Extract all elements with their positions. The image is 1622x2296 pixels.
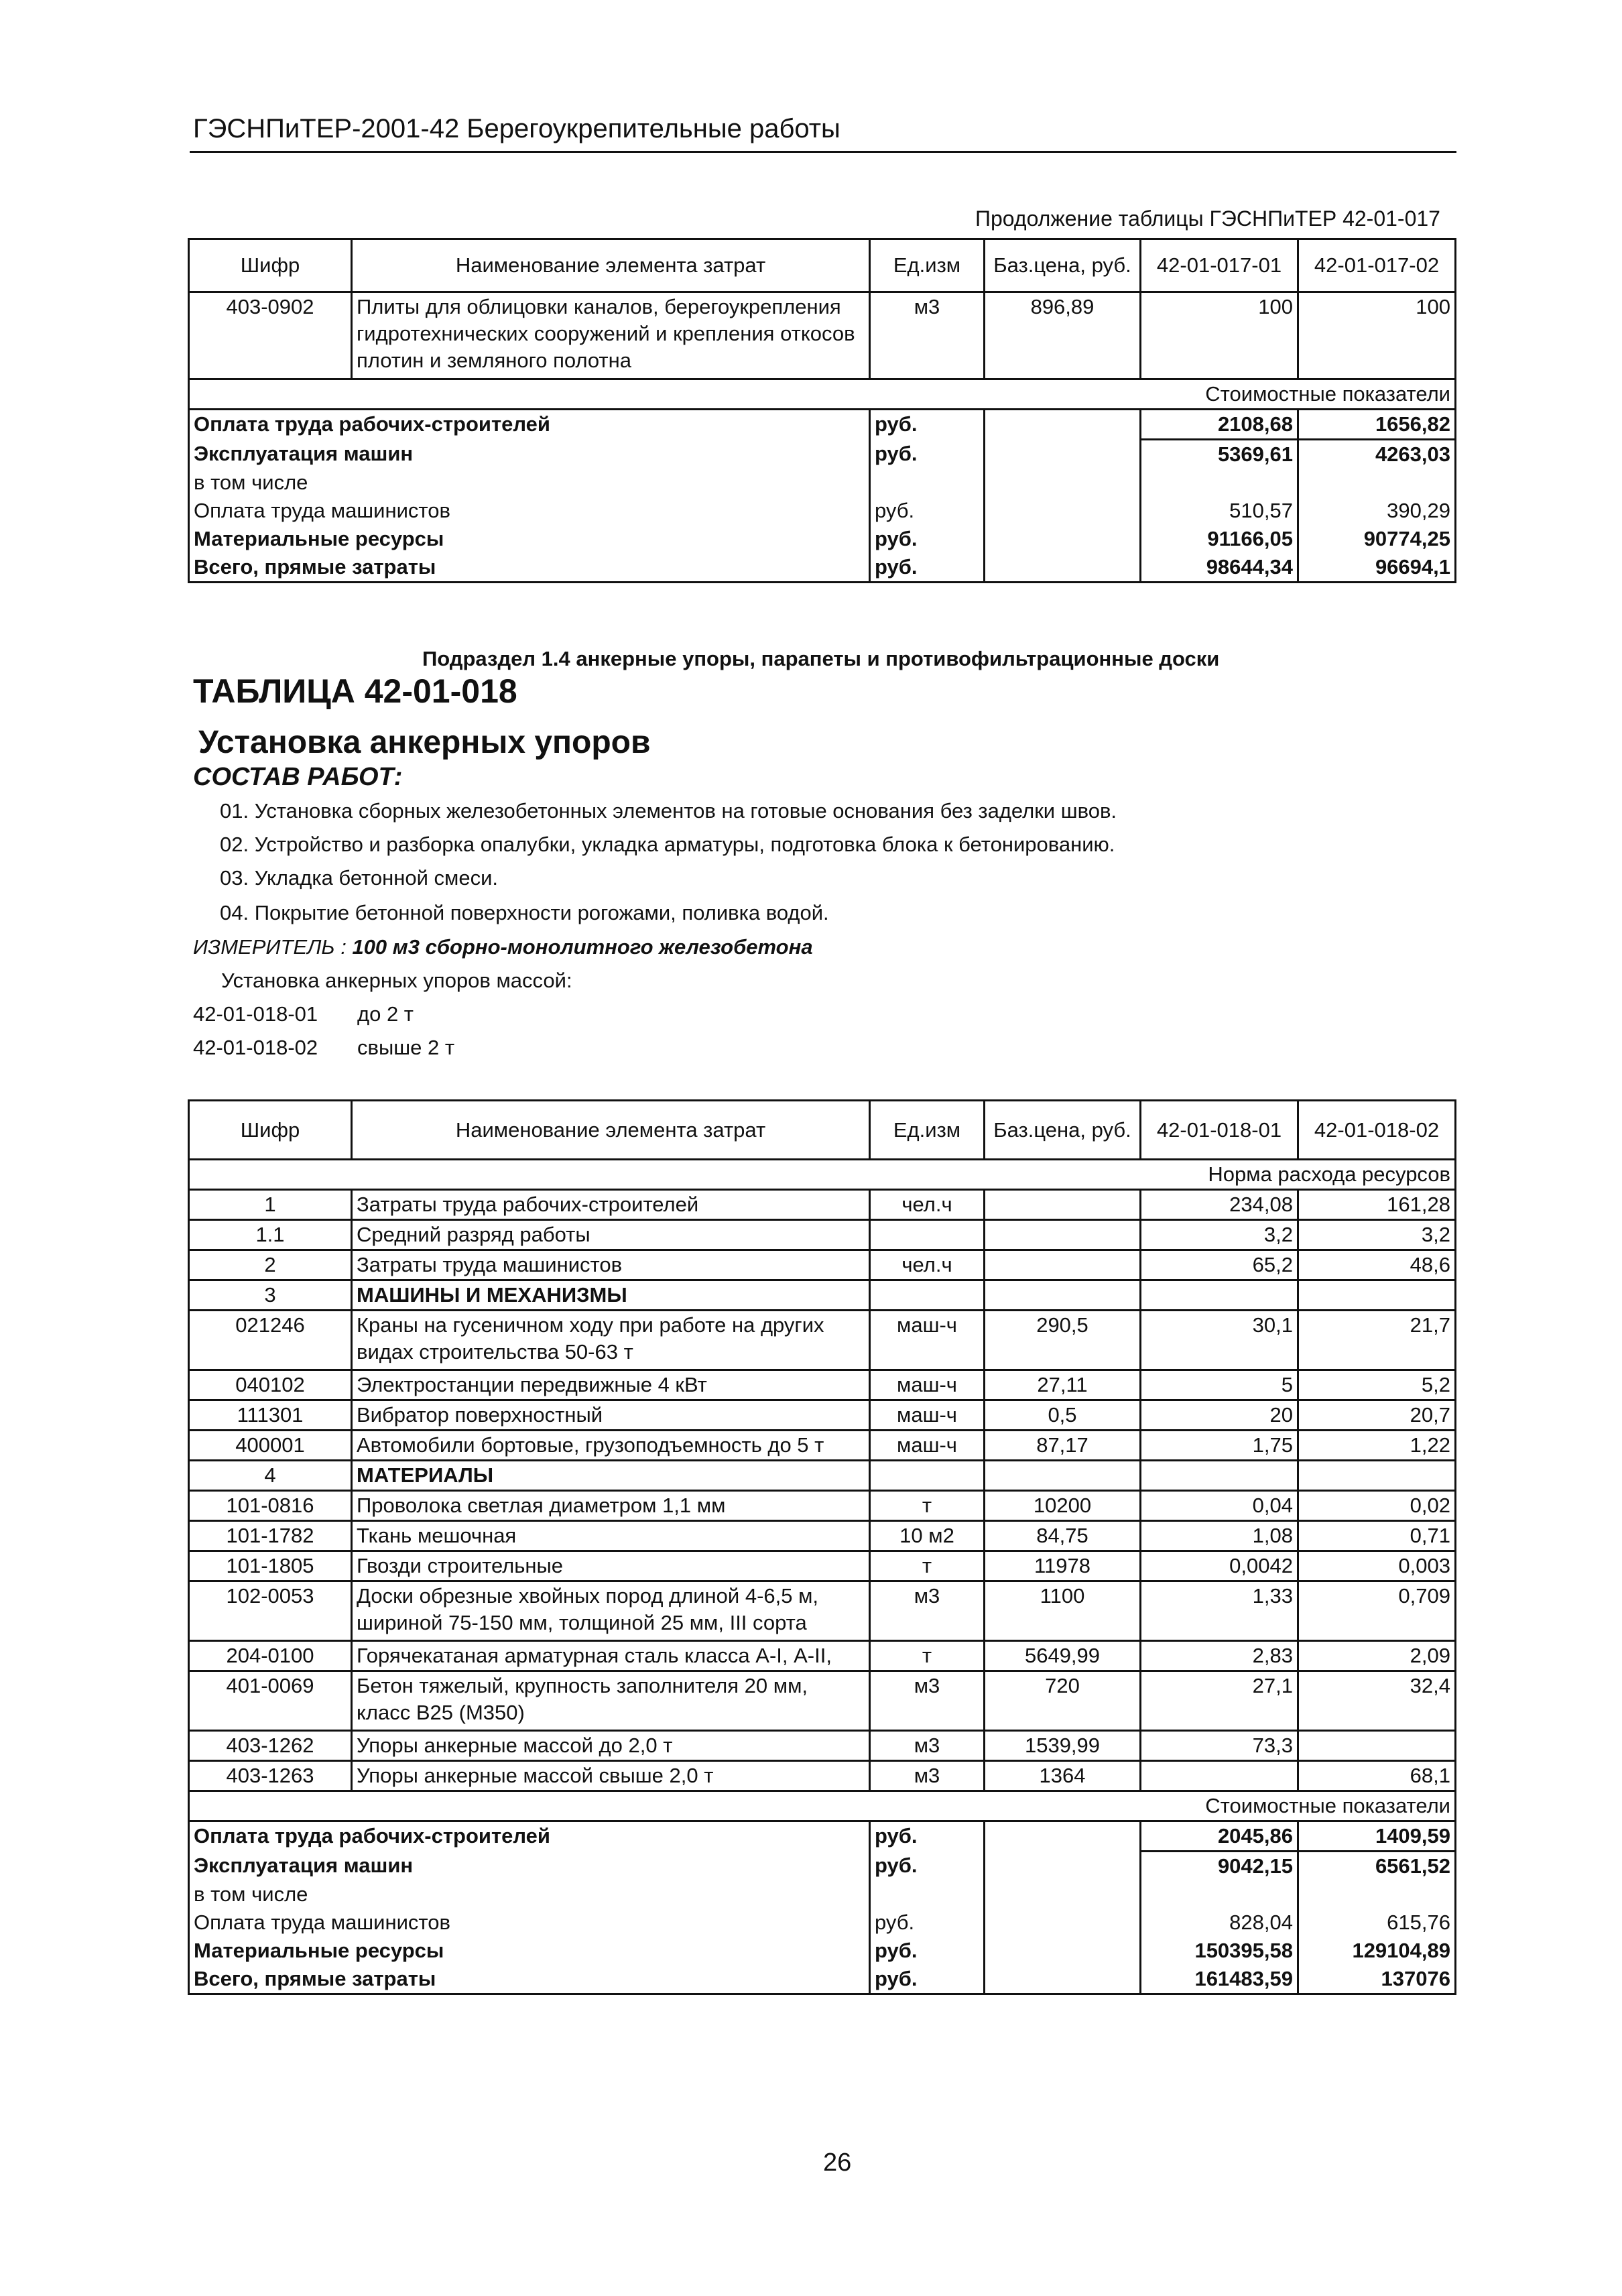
table-42-01-017	[188, 238, 1456, 583]
table-42-01-018	[188, 1099, 1456, 1995]
cost-unit: руб.	[870, 497, 985, 525]
cost-price	[985, 1909, 1141, 1937]
table-row	[189, 553, 1456, 583]
cost-v2: 390,29	[1298, 497, 1456, 525]
cell-name: Упоры анкерные массой до 2,0 т	[352, 1731, 870, 1761]
col-unit: Ед.изм	[870, 1101, 985, 1160]
table-row	[189, 469, 1456, 497]
group-code: 4	[189, 1461, 352, 1491]
meter-label: ИЗМЕРИТЕЛЬ :	[193, 935, 347, 959]
cell-v1: 1,75	[1141, 1431, 1298, 1461]
cell-price: 84,75	[985, 1521, 1141, 1551]
cost-v1: 828,04	[1141, 1909, 1298, 1937]
table-header-row	[189, 1101, 1456, 1160]
cost-unit: руб.	[870, 525, 985, 553]
cost-v2: 137076	[1298, 1965, 1456, 1994]
cost-name: Всего, прямые затраты	[189, 1965, 870, 1994]
cell-unit	[870, 1280, 985, 1311]
cell-v2	[1298, 1280, 1456, 1311]
cell-v2: 2,09	[1298, 1641, 1456, 1671]
cell-price: 10200	[985, 1491, 1141, 1521]
cell-unit: т	[870, 1491, 985, 1521]
cost-v2: 129104,89	[1298, 1937, 1456, 1965]
cost-v1: 150395,58	[1141, 1937, 1298, 1965]
cell-name: Краны на гусеничном ходу при работе на других видах строительства 50-63 т	[352, 1311, 870, 1370]
cell-v2: 0,71	[1298, 1521, 1456, 1551]
cell-v1: 3,2	[1141, 1220, 1298, 1250]
page-number: 26	[823, 2149, 852, 2177]
cell-code: 403-1263	[189, 1761, 352, 1791]
cell-v1: 1,08	[1141, 1521, 1298, 1551]
work-title: Установка анкерных упоров	[198, 725, 651, 760]
cell-code: 204-0100	[189, 1641, 352, 1671]
cell-price: 290,5	[985, 1311, 1141, 1370]
cost-v2: 4263,03	[1298, 440, 1456, 469]
cost-name: Оплата труда рабочих-строителей	[189, 1821, 870, 1852]
cell-unit: чел.ч	[870, 1250, 985, 1280]
cost-name: в том числе	[189, 469, 870, 497]
cell-unit: м3	[870, 1731, 985, 1761]
variant-desc: свыше 2 т	[357, 1036, 455, 1059]
table-row	[189, 1965, 1456, 1994]
table-row	[189, 1581, 1456, 1641]
cell-price: 720	[985, 1671, 1141, 1731]
cell-name: Доски обрезные хвойных пород длиной 4-6,5 м, шириной 75-150 мм, толщиной 25 мм, III сорта	[352, 1581, 870, 1641]
cost-price	[985, 1880, 1141, 1909]
cost-v2: 1409,59	[1298, 1821, 1456, 1852]
table-row	[189, 1761, 1456, 1791]
col-variant-1: 42-01-018-01	[1141, 1101, 1298, 1160]
cell-code: 101-1782	[189, 1521, 352, 1551]
cell-unit: 10 м2	[870, 1521, 985, 1551]
col-code: Шифр	[189, 1101, 352, 1160]
cell-unit	[870, 1461, 985, 1491]
cell-unit: маш-ч	[870, 1400, 985, 1431]
cell-unit: м3	[870, 292, 985, 379]
cell-code: 400001	[189, 1431, 352, 1461]
table-row	[189, 1731, 1456, 1761]
cost-name: Оплата труда рабочих-строителей	[189, 410, 870, 440]
cell-price	[985, 1220, 1141, 1250]
cost-v2: 615,76	[1298, 1909, 1456, 1937]
meter-line	[193, 935, 813, 959]
table-row	[189, 440, 1456, 469]
cost-v2: 1656,82	[1298, 410, 1456, 440]
work-composition-label: СОСТАВ РАБОТ:	[193, 763, 403, 791]
cell-v2: 5,2	[1298, 1370, 1456, 1400]
cell-code: 101-1805	[189, 1551, 352, 1581]
table-row	[189, 1431, 1456, 1461]
cell-v2: 0,02	[1298, 1491, 1456, 1521]
cell-price	[985, 1280, 1141, 1311]
cell-v2: 48,6	[1298, 1250, 1456, 1280]
cell-code: 040102	[189, 1370, 352, 1400]
cell-code: 403-0902	[189, 292, 352, 379]
cell-code: 401-0069	[189, 1671, 352, 1731]
table-row	[189, 1311, 1456, 1370]
table-header-row	[189, 239, 1456, 292]
cell-v2: 1,22	[1298, 1431, 1456, 1461]
cell-v2: 161,28	[1298, 1190, 1456, 1220]
group-name: МАШИНЫ И МЕХАНИЗМЫ	[352, 1280, 870, 1311]
cell-name: Горячекатаная арматурная сталь класса А-I, А-II,	[352, 1641, 870, 1671]
table-row	[189, 1880, 1456, 1909]
cell-v2	[1298, 1731, 1456, 1761]
variants-intro: Установка анкерных упоров массой:	[221, 969, 572, 992]
cell-price	[985, 1250, 1141, 1280]
variant-code: 42-01-018-02	[193, 1036, 318, 1059]
cell-code: 2	[189, 1250, 352, 1280]
cost-unit	[870, 469, 985, 497]
col-variant-2: 42-01-017-02	[1298, 239, 1456, 292]
cost-name: Материальные ресурсы	[189, 525, 870, 553]
cell-code: 021246	[189, 1311, 352, 1370]
section-label: Норма расхода ресурсов	[189, 1160, 1456, 1190]
cell-v1: 30,1	[1141, 1311, 1298, 1370]
cost-v1: 5369,61	[1141, 440, 1298, 469]
cell-unit: м3	[870, 1581, 985, 1641]
cost-name: Материальные ресурсы	[189, 1937, 870, 1965]
cost-v1: 510,57	[1141, 497, 1298, 525]
cost-v1	[1141, 1880, 1298, 1909]
col-variant-2: 42-01-018-02	[1298, 1101, 1456, 1160]
cell-price: 1364	[985, 1761, 1141, 1791]
cost-price	[985, 1852, 1141, 1881]
cell-name: Средний разряд работы	[352, 1220, 870, 1250]
cell-v2: 68,1	[1298, 1761, 1456, 1791]
cell-v1	[1141, 1761, 1298, 1791]
cell-unit: чел.ч	[870, 1190, 985, 1220]
cell-v1: 100	[1141, 292, 1298, 379]
table-row	[189, 1190, 1456, 1220]
table-row	[189, 1671, 1456, 1731]
work-item: 04. Покрытие бетонной поверхности рогожами, поливка водой.	[220, 901, 829, 924]
table-row	[189, 1937, 1456, 1965]
cell-v2: 32,4	[1298, 1671, 1456, 1731]
cell-v1	[1141, 1461, 1298, 1491]
cost-v1	[1141, 469, 1298, 497]
cell-v1: 2,83	[1141, 1641, 1298, 1671]
cost-v1: 98644,34	[1141, 553, 1298, 583]
cell-v1: 0,0042	[1141, 1551, 1298, 1581]
table-row	[189, 292, 1456, 379]
cost-v1: 161483,59	[1141, 1965, 1298, 1994]
cost-unit: руб.	[870, 1821, 985, 1852]
cost-name: в том числе	[189, 1880, 870, 1909]
cell-code: 102-0053	[189, 1581, 352, 1641]
cell-name: Ткань мешочная	[352, 1521, 870, 1551]
cell-name: Автомобили бортовые, грузоподъемность до 5 т	[352, 1431, 870, 1461]
cell-v1: 1,33	[1141, 1581, 1298, 1641]
cell-v2	[1298, 1461, 1456, 1491]
cost-unit: руб.	[870, 1965, 985, 1994]
cost-v2: 6561,52	[1298, 1852, 1456, 1881]
table-row	[189, 1491, 1456, 1521]
header-rule	[190, 151, 1456, 153]
cost-price	[985, 1965, 1141, 1994]
table-row	[189, 1280, 1456, 1311]
table-row	[189, 1791, 1456, 1821]
cell-name: Бетон тяжелый, крупность заполнителя 20 мм, класс В25 (М350)	[352, 1671, 870, 1731]
table-row	[189, 1852, 1456, 1881]
variant-line	[193, 1002, 414, 1026]
section-label: Стоимостные показатели	[189, 1791, 1456, 1821]
cell-price: 11978	[985, 1551, 1141, 1581]
running-header: ГЭСНПиТЕР-2001-42 Берегоукрепительные работы	[193, 114, 840, 143]
cell-code: 111301	[189, 1400, 352, 1431]
cell-code: 101-0816	[189, 1491, 352, 1521]
table-row	[189, 1461, 1456, 1491]
table-row	[189, 410, 1456, 440]
col-code: Шифр	[189, 239, 352, 292]
table-row	[189, 1821, 1456, 1852]
cell-name: Упоры анкерные массой свыше 2,0 т	[352, 1761, 870, 1791]
cost-v1: 2045,86	[1141, 1821, 1298, 1852]
cell-v2: 21,7	[1298, 1311, 1456, 1370]
cell-v2: 0,709	[1298, 1581, 1456, 1641]
work-item: 01. Установка сборных железобетонных элементов на готовые основания без заделки швов.	[220, 799, 1117, 823]
cell-v2: 3,2	[1298, 1220, 1456, 1250]
col-name: Наименование элемента затрат	[352, 239, 870, 292]
cell-name: Затраты труда рабочих-строителей	[352, 1190, 870, 1220]
cell-v1: 5	[1141, 1370, 1298, 1400]
table-row	[189, 1551, 1456, 1581]
section-label: Стоимостные показатели	[189, 379, 1456, 410]
table-row	[189, 1370, 1456, 1400]
cell-price: 1539,99	[985, 1731, 1141, 1761]
cost-price	[985, 497, 1141, 525]
cost-unit: руб.	[870, 1852, 985, 1881]
col-variant-1: 42-01-017-01	[1141, 239, 1298, 292]
table-row	[189, 525, 1456, 553]
cost-price	[985, 440, 1141, 469]
cell-v1: 234,08	[1141, 1190, 1298, 1220]
cell-unit: т	[870, 1551, 985, 1581]
cost-price	[985, 553, 1141, 583]
cell-unit: маш-ч	[870, 1311, 985, 1370]
group-name: МАТЕРИАЛЫ	[352, 1461, 870, 1491]
cell-v2: 20,7	[1298, 1400, 1456, 1431]
cell-unit: м3	[870, 1761, 985, 1791]
cell-v1: 0,04	[1141, 1491, 1298, 1521]
cost-v2	[1298, 1880, 1456, 1909]
cell-unit	[870, 1220, 985, 1250]
variant-code: 42-01-018-01	[193, 1002, 318, 1026]
cell-v2: 0,003	[1298, 1551, 1456, 1581]
variant-desc: до 2 т	[357, 1002, 414, 1026]
table-row	[189, 497, 1456, 525]
cost-unit	[870, 1880, 985, 1909]
cell-price: 87,17	[985, 1431, 1141, 1461]
table-row	[189, 1220, 1456, 1250]
cell-unit: м3	[870, 1671, 985, 1731]
cost-unit: руб.	[870, 1937, 985, 1965]
subsection-heading: Подраздел 1.4 анкерные упоры, парапеты и противофильтрационные доски	[422, 647, 1220, 670]
cell-name: Проволока светлая диаметром 1,1 мм	[352, 1491, 870, 1521]
group-code: 3	[189, 1280, 352, 1311]
cell-price	[985, 1190, 1141, 1220]
cell-price: 5649,99	[985, 1641, 1141, 1671]
cell-code: 1.1	[189, 1220, 352, 1250]
cost-name: Эксплуатация машин	[189, 440, 870, 469]
cell-price: 896,89	[985, 292, 1141, 379]
cost-price	[985, 469, 1141, 497]
cell-code: 1	[189, 1190, 352, 1220]
cost-name: Всего, прямые затраты	[189, 553, 870, 583]
cost-name: Оплата труда машинистов	[189, 1909, 870, 1937]
table-title: ТАБЛИЦА 42-01-018	[193, 672, 517, 710]
col-unit: Ед.изм	[870, 239, 985, 292]
col-name: Наименование элемента затрат	[352, 1101, 870, 1160]
work-item: 02. Устройство и разборка опалубки, укладка арматуры, подготовка блока к бетонированию.	[220, 833, 1115, 856]
cell-v1: 27,1	[1141, 1671, 1298, 1731]
meter-value: 100 м3 сборно-монолитного железобетона	[352, 935, 813, 959]
cost-v1: 9042,15	[1141, 1852, 1298, 1881]
cost-v2	[1298, 469, 1456, 497]
cost-v2: 96694,1	[1298, 553, 1456, 583]
cell-price: 27,11	[985, 1370, 1141, 1400]
table-continuation-note: Продолжение таблицы ГЭСНПиТЕР 42-01-017	[975, 206, 1440, 231]
cost-price	[985, 410, 1141, 440]
cell-v1	[1141, 1280, 1298, 1311]
cost-unit: руб.	[870, 410, 985, 440]
cell-price	[985, 1461, 1141, 1491]
cell-name: Гвозди строительные	[352, 1551, 870, 1581]
cell-v1: 20	[1141, 1400, 1298, 1431]
cost-v1: 2108,68	[1141, 410, 1298, 440]
cell-unit: маш-ч	[870, 1431, 985, 1461]
table-row	[189, 1400, 1456, 1431]
table-row	[189, 1641, 1456, 1671]
cost-name: Эксплуатация машин	[189, 1852, 870, 1881]
cell-v2: 100	[1298, 292, 1456, 379]
col-price: Баз.цена, руб.	[985, 1101, 1141, 1160]
cell-name: Плиты для облицовки каналов, берегоукрепления гидротехнических сооружений и крепления откосов плотин и земляного полотна	[352, 292, 870, 379]
cost-name: Оплата труда машинистов	[189, 497, 870, 525]
cost-price	[985, 1821, 1141, 1852]
cell-v1: 73,3	[1141, 1731, 1298, 1761]
cell-name: Вибратор поверхностный	[352, 1400, 870, 1431]
cost-unit: руб.	[870, 440, 985, 469]
cell-code: 403-1262	[189, 1731, 352, 1761]
cell-price: 1100	[985, 1581, 1141, 1641]
cell-v1: 65,2	[1141, 1250, 1298, 1280]
section-row	[189, 1160, 1456, 1190]
section-row	[189, 379, 1456, 410]
table-row	[189, 1521, 1456, 1551]
cost-unit: руб.	[870, 1909, 985, 1937]
cell-unit: маш-ч	[870, 1370, 985, 1400]
variant-line	[193, 1036, 454, 1060]
cost-v1: 91166,05	[1141, 525, 1298, 553]
cost-v2: 90774,25	[1298, 525, 1456, 553]
cell-price: 0,5	[985, 1400, 1141, 1431]
table-row	[189, 1909, 1456, 1937]
cost-unit: руб.	[870, 553, 985, 583]
work-item: 03. Укладка бетонной смеси.	[220, 866, 499, 890]
col-price: Баз.цена, руб.	[985, 239, 1141, 292]
table-row	[189, 1250, 1456, 1280]
cell-unit: т	[870, 1641, 985, 1671]
cost-price	[985, 525, 1141, 553]
cell-name: Электростанции передвижные 4 кВт	[352, 1370, 870, 1400]
cell-name: Затраты труда машинистов	[352, 1250, 870, 1280]
cost-price	[985, 1937, 1141, 1965]
